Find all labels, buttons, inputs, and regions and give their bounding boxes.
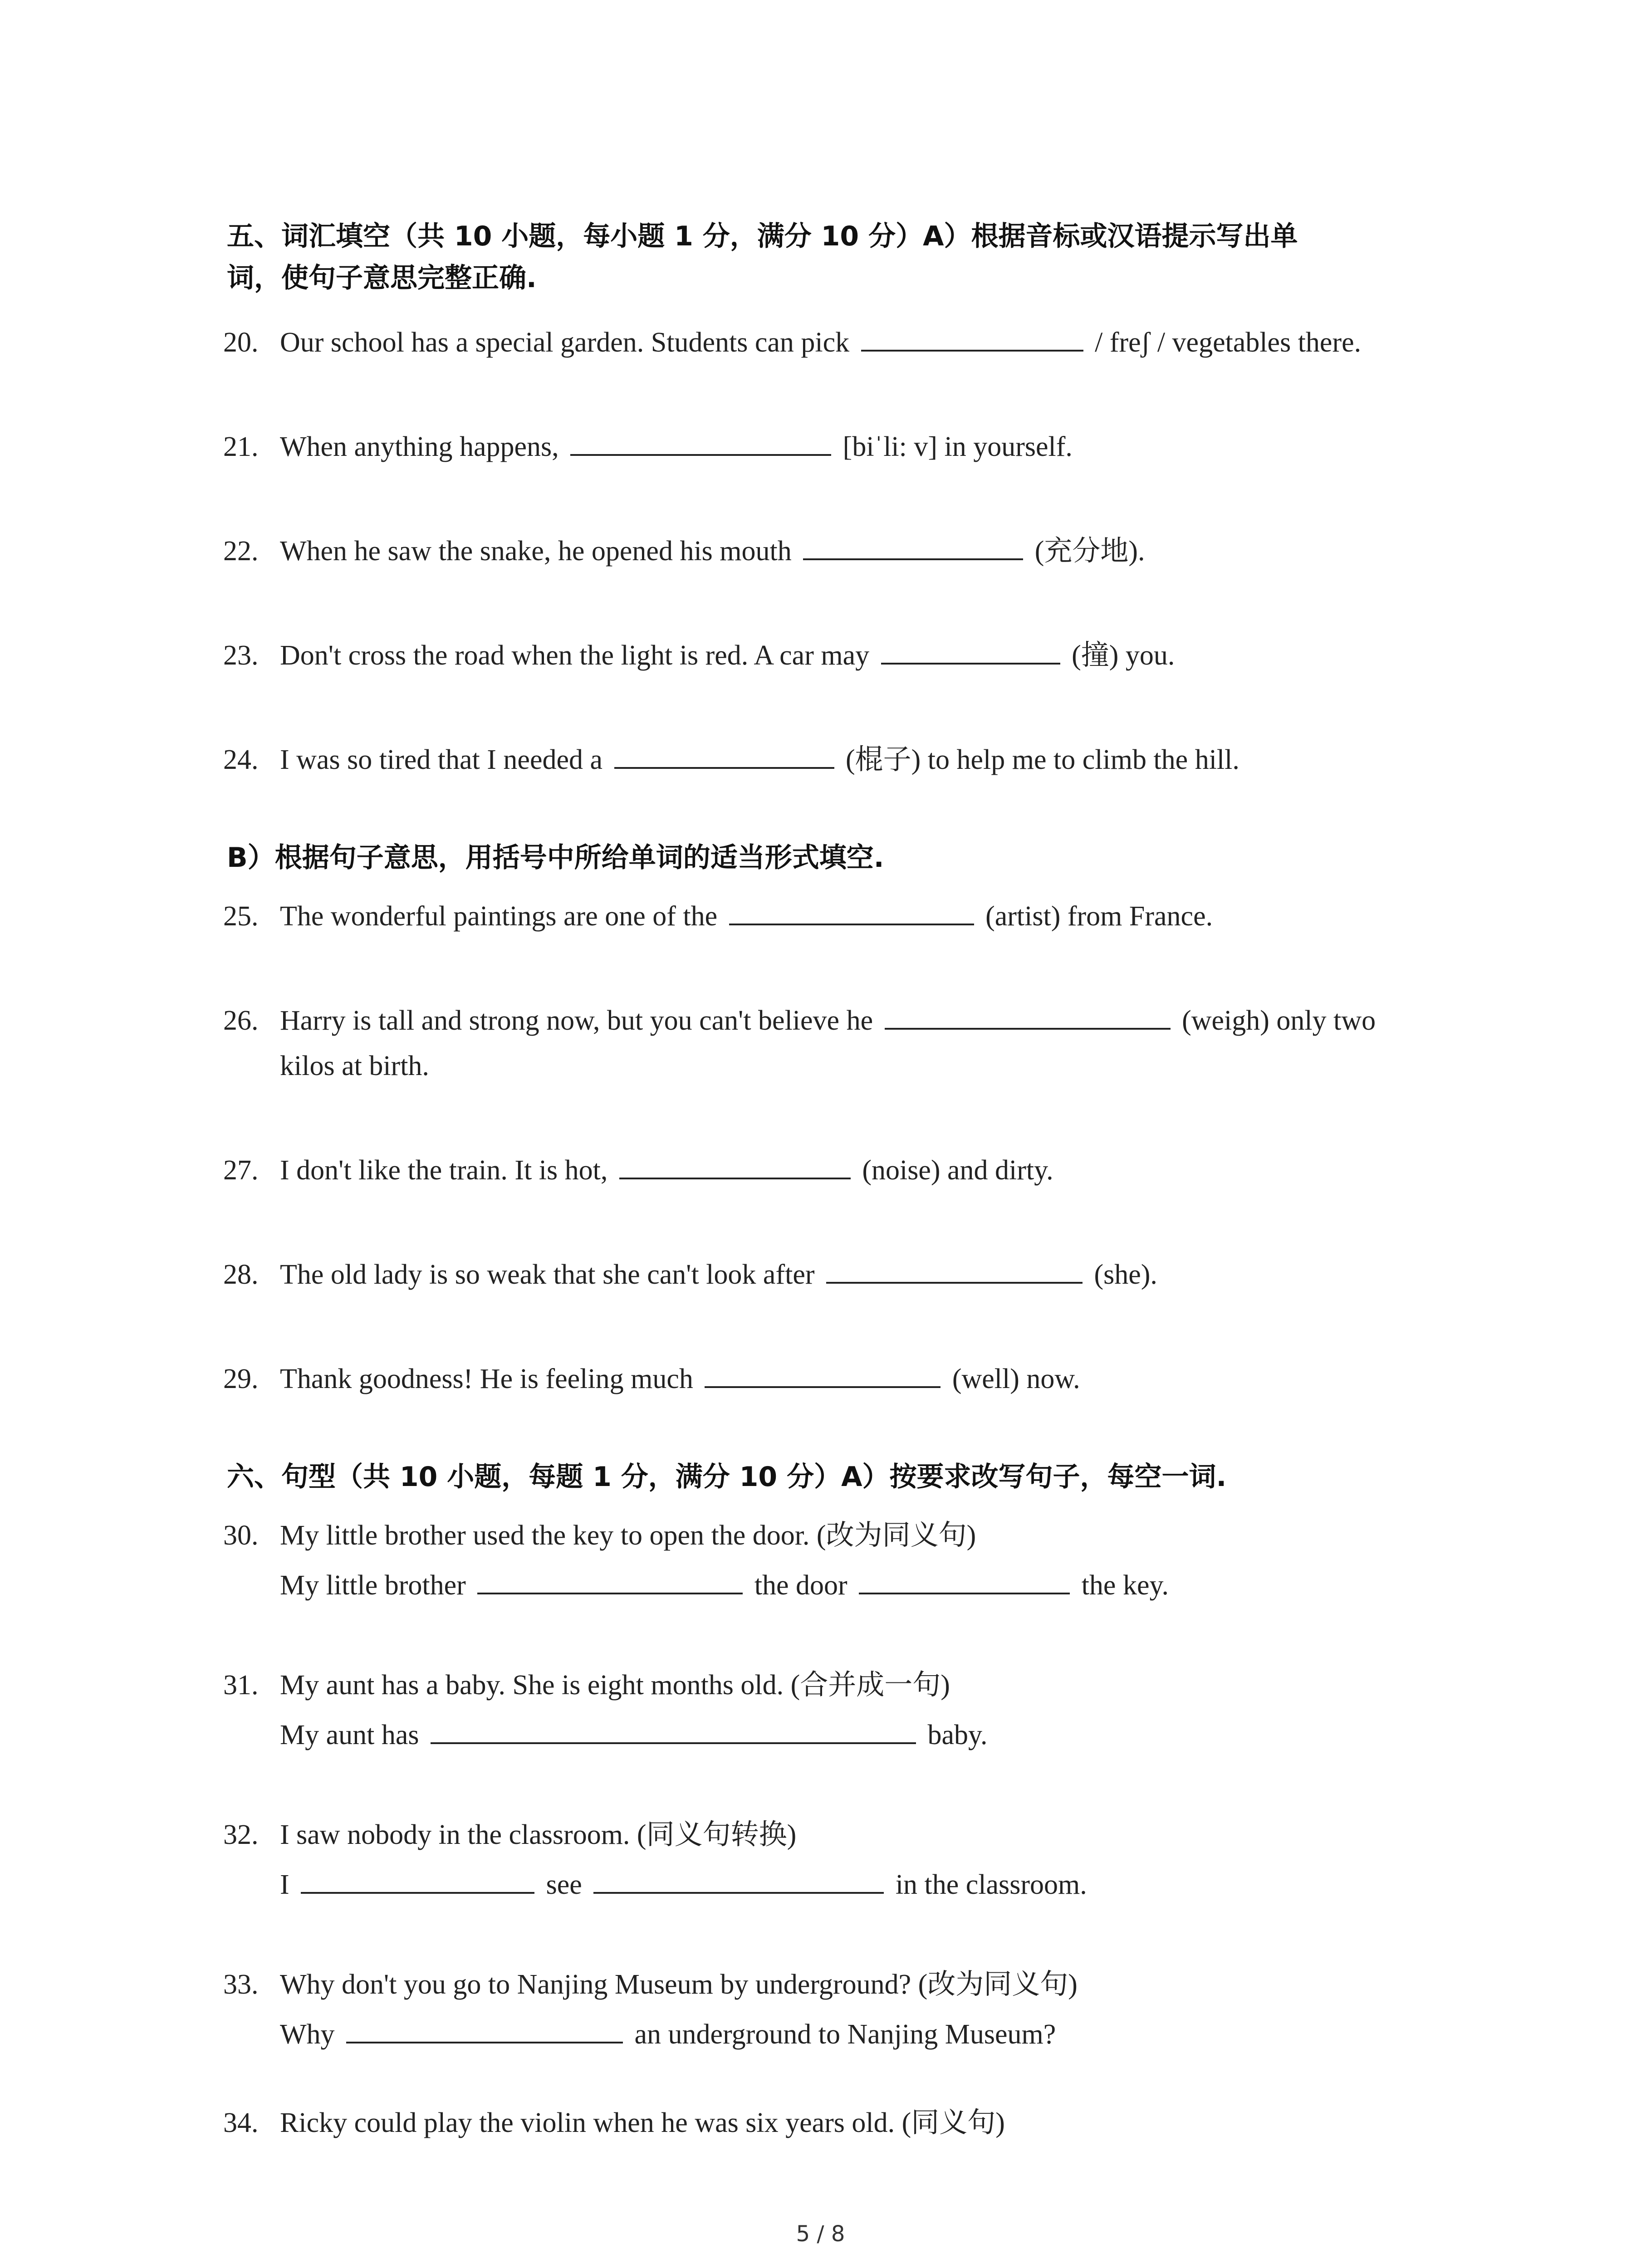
question-number: 33.: [223, 1969, 259, 2000]
answer-blank[interactable]: [859, 1565, 1070, 1594]
question-text: Harry is tall and strong now, but you can't believe he (weigh) only two kilos at birth.: [280, 998, 1471, 1089]
question-text: When he saw the snake, he opened his mouth (充分地).: [280, 528, 1471, 574]
question-number: 32.: [223, 1819, 259, 1850]
answer-blank[interactable]: [570, 427, 831, 456]
question-number: 30.: [223, 1520, 259, 1551]
question-number: 21.: [223, 431, 259, 462]
question-text: Thank goodness! He is feeling much (well) now.: [280, 1356, 1471, 1402]
section-5b-heading: B）根据句子意思，用括号中所给单词的适当形式填空.: [227, 842, 884, 874]
question-number: 31.: [223, 1670, 259, 1701]
page-number: 5 / 8: [796, 2221, 845, 2247]
answer-blank[interactable]: [301, 1865, 534, 1894]
answer-blank[interactable]: [885, 1001, 1171, 1030]
question-number: 26.: [223, 1005, 259, 1036]
question-number: 27.: [223, 1155, 259, 1186]
answer-blank[interactable]: [431, 1715, 916, 1744]
answer-blank[interactable]: [619, 1150, 851, 1179]
answer-blank[interactable]: [346, 2014, 623, 2043]
question-text: My aunt has a baby. She is eight months old. (合并成一句) My aunt has baby.: [280, 1670, 988, 1750]
question-number: 24.: [223, 744, 259, 775]
answer-blank[interactable]: [705, 1359, 941, 1388]
answer-blank[interactable]: [593, 1865, 884, 1894]
question-text: Our school has a special garden. Students can pick / freʃ / vegetables there.: [280, 320, 1471, 365]
question-text: When anything happens, [biˈli: v] in yourself.: [280, 424, 1471, 469]
question-text: I don't like the train. It is hot, (noise) and dirty.: [280, 1148, 1471, 1193]
answer-blank[interactable]: [881, 635, 1060, 665]
question-text: Don't cross the road when the light is red. A car may (撞) you.: [280, 633, 1471, 678]
question-number: 25.: [223, 901, 259, 932]
answer-blank[interactable]: [729, 896, 974, 925]
section-5-heading-line-2: 词，使句子意思完整正确.: [227, 262, 537, 294]
section-6-heading: 六、句型（共 10 小题，每题 1 分，满分 10 分）A）按要求改写句子，每空一词.: [227, 1461, 1227, 1493]
question-number: 28.: [223, 1259, 259, 1290]
question-text: Why don't you go to Nanjing Museum by underground? (改为同义句) Why an underground to Nanjing Museum?: [280, 1969, 1078, 2050]
answer-blank[interactable]: [477, 1565, 743, 1594]
question-text: My little brother used the key to open the door. (改为同义句) My little brother the door the key.: [280, 1520, 1169, 1601]
answer-blank[interactable]: [803, 531, 1023, 560]
section-5-heading-line-1: 五、词汇填空（共 10 小题，每小题 1 分，满分 10 分）A）根据音标或汉语提示写出单: [227, 220, 1298, 252]
question-text: The wonderful paintings are one of the (artist) from France.: [280, 894, 1471, 939]
section-5-heading: [227, 215, 1452, 299]
answer-blank[interactable]: [826, 1255, 1083, 1284]
question-number: 22.: [223, 536, 259, 567]
question-text: I saw nobody in the classroom. (同义句转换) I see in the classroom.: [280, 1819, 1087, 1900]
question-number: 34.: [223, 2107, 259, 2138]
question-number: 29.: [223, 1364, 259, 1394]
question-number: 20.: [223, 327, 259, 358]
answer-blank[interactable]: [861, 323, 1083, 352]
question-text: Ricky could play the violin when he was six years old. (同义句): [280, 2107, 1005, 2138]
question-text: I was so tired that I needed a (棍子) to help me to climb the hill.: [280, 737, 1471, 782]
question-number: 23.: [223, 640, 259, 671]
question-text: The old lady is so weak that she can't look after (she).: [280, 1252, 1471, 1297]
answer-blank[interactable]: [614, 740, 834, 769]
